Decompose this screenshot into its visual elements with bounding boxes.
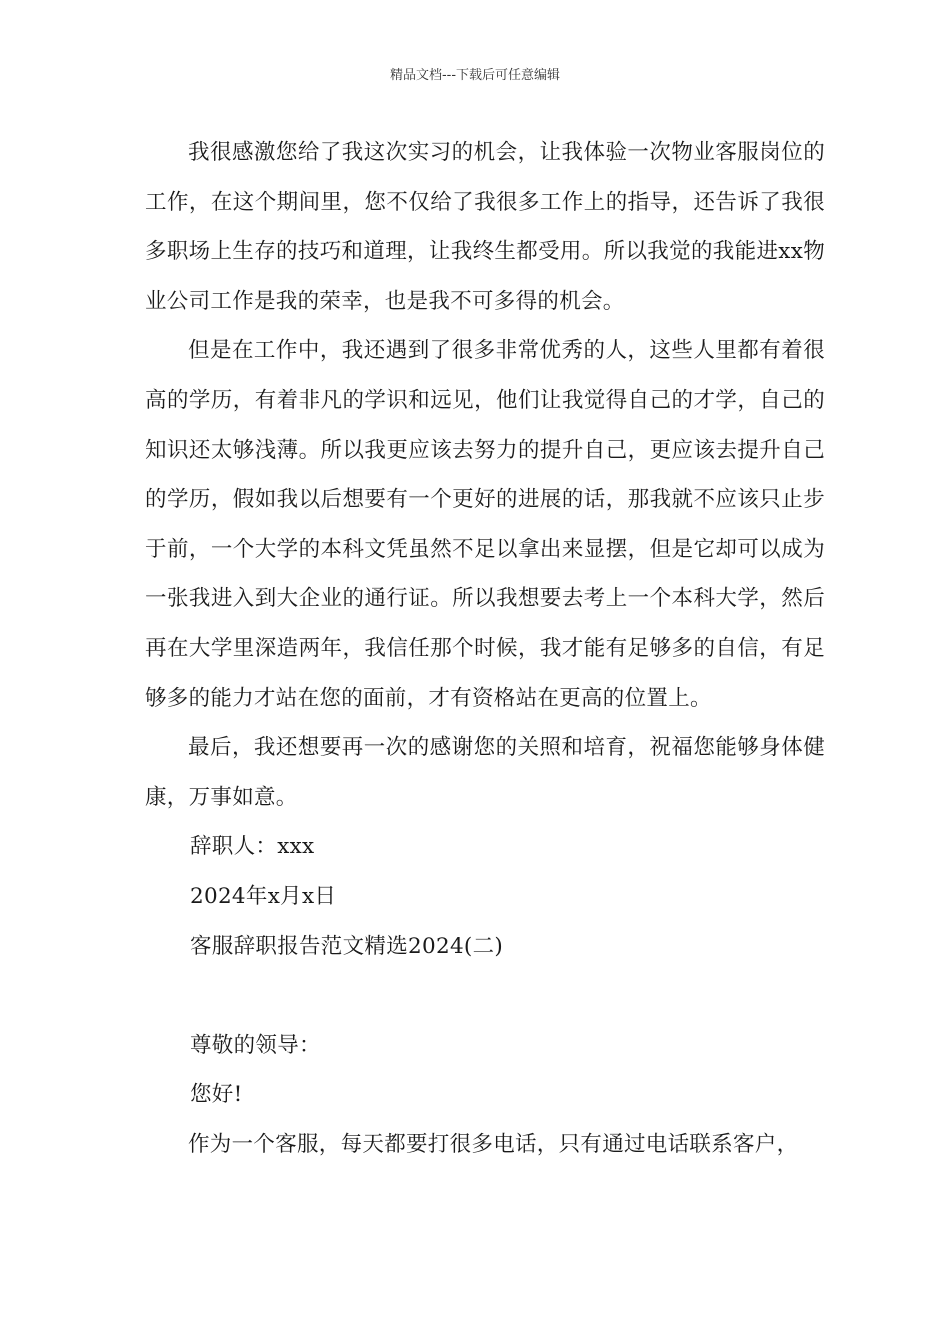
paragraph-reason: 但是在工作中，我还遇到了很多非常优秀的人，这些人里都有着很高的学历，有着非凡的学识和远见，他们让我觉得自己的才学，自己的知识还太够浅薄。所以我更应该去努力的提升自己，更应该去提升自己的学历，假如我以后想要有一个更好的进展的话，那我就不应该只止步于前，一个大学的本科文凭虽然不足以拿出来显摆，但是它却可以成为一张我进入到大企业的通行证。所以我想要去考上一个本科大学，然后再在大学里深造两年，我信任那个时候，我才能有足够多的自信，有足够多的能力才站在您的面前，才有资格站在更高的位置上。 bbox=[145, 338, 825, 711]
greeting-line: 您好! bbox=[190, 1082, 243, 1108]
document-body bbox=[145, 128, 825, 1169]
signature-line: 辞职人：xxx bbox=[190, 834, 315, 860]
paragraph-closing: 最后，我还想要再一次的感谢您的关照和培育，祝福您能够身体健康，万事如意。 bbox=[145, 735, 825, 810]
date-line: 2024年x月x日 bbox=[190, 883, 337, 909]
salutation-line: 尊敬的领导： bbox=[190, 1032, 321, 1058]
paragraph-gratitude: 我很感激您给了我这次实习的机会，让我体验一次物业客服岗位的工作，在这个期间里，您不仅给了我很多工作上的指导，还告诉了我很多职场上生存的技巧和道理，让我终生都受用。所以我觉的我能进xx物业公司工作是我的荣幸，也是我不可多得的机会。 bbox=[145, 140, 825, 314]
blank-line bbox=[145, 971, 825, 1021]
paragraph-intro: 作为一个客服，每天都要打很多电话，只有通过电话联系客户， bbox=[188, 1131, 799, 1157]
section-title: 客服辞职报告范文精选2024(二) bbox=[190, 933, 504, 959]
page-header: 精品文档---下载后可任意编辑 bbox=[389, 68, 561, 83]
